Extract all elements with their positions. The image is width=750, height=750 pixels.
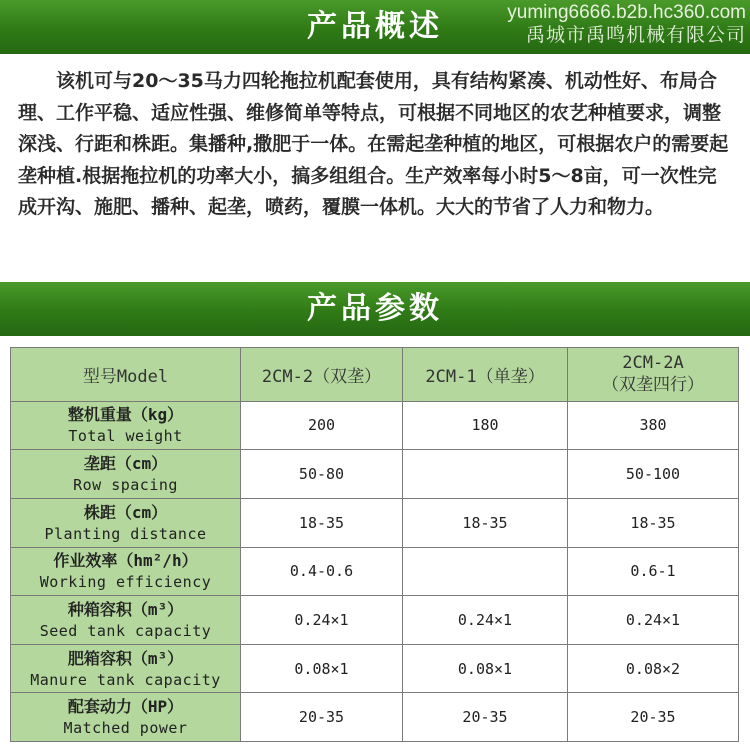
row-label-cn: 种箱容积（m³） [67,599,184,619]
table-row [11,401,739,450]
row-label-en: Total weight [68,427,183,446]
cell-2cm-1: 0.08×1 [403,644,568,693]
row-label [11,596,241,645]
header-2cm-1: 2CM-1（单垄） [403,348,568,402]
params-header-bar [0,282,750,336]
header-model: 型号Model [11,348,241,402]
row-label-cn: 整机重量（kg） [67,405,184,425]
row-label [11,498,241,547]
cell-2cm-1 [403,450,568,499]
row-label-cn: 垄距（cm） [83,454,168,474]
cell-2cm-2a: 0.6-1 [568,547,739,596]
cell-2cm-2: 0.4-0.6 [241,547,403,596]
row-label-en: Manure tank capacity [30,670,221,689]
cell-2cm-2: 18-35 [241,498,403,547]
cell-2cm-2: 50-80 [241,450,403,499]
cell-2cm-1 [403,547,568,596]
watermark-company: 禹城市禹鸣机械有限公司 [525,25,746,46]
row-label [11,693,241,742]
header-2cm-2: 2CM-2（双垄） [241,348,403,402]
cell-2cm-1: 18-35 [403,498,568,547]
cell-2cm-2a: 0.08×2 [568,644,739,693]
row-label [11,401,241,450]
overview-description: 该机可与20～35马力四轮拖拉机配套使用，具有结构紧凑、机动性好、布局合理、工作平稳、适应性强、维修简单等特点，可根据不同地区的农艺种植要求，调整深浅、行距和株距。集播种,撒肥于一体。在需起垄种植的地区，可根据农户的需要起垄种植.根据拖拉机的功率大小，搞多组组合。生产效率每小时5～8亩，可一次性完成开沟、施肥、播种、起垄，喷药，覆膜一体机。大大的节省了人力和物力。 [18,70,729,218]
params-title: 产品参数 [307,291,443,326]
table-row [11,450,739,499]
overview-header-bar [0,0,750,54]
watermark-url: yuming6666.b2b.hc360.com [507,2,746,23]
table-row [11,693,739,742]
cell-2cm-1: 20-35 [403,693,568,742]
row-label-en: Row spacing [73,476,178,495]
header-2cm-2a-desc: （双垄四行） [602,375,704,396]
params-table [10,347,739,742]
table-row [11,644,739,693]
row-label-cn: 肥箱容积（m³） [67,648,184,668]
params-header-row [11,348,739,402]
cell-2cm-2: 200 [241,401,403,450]
cell-2cm-2a: 0.24×1 [568,596,739,645]
cell-2cm-1: 180 [403,401,568,450]
cell-2cm-2: 20-35 [241,693,403,742]
watermark [507,2,746,48]
table-row [11,498,739,547]
row-label-cn: 作业效率（hm²/h） [53,551,198,571]
header-2cm-2a [568,348,739,402]
row-label [11,644,241,693]
row-label-en: Planting distance [44,524,207,543]
cell-2cm-2: 0.24×1 [241,596,403,645]
row-label-en: Matched power [63,719,188,738]
cell-2cm-2a: 20-35 [568,693,739,742]
row-label-cn: 配套动力（HP） [67,697,184,717]
table-row [11,547,739,596]
row-label-en: Working efficiency [39,573,212,592]
table-row [11,596,739,645]
row-label-cn: 株距（cm） [83,502,168,522]
row-label [11,547,241,596]
cell-2cm-2a: 380 [568,401,739,450]
cell-2cm-2a: 50-100 [568,450,739,499]
cell-2cm-2: 0.08×1 [241,644,403,693]
row-label-en: Seed tank capacity [39,621,212,640]
row-label [11,450,241,499]
cell-2cm-2a: 18-35 [568,498,739,547]
overview-title: 产品概述 [307,9,443,44]
cell-2cm-1: 0.24×1 [403,596,568,645]
header-2cm-2a-model: 2CM-2A [622,353,684,374]
